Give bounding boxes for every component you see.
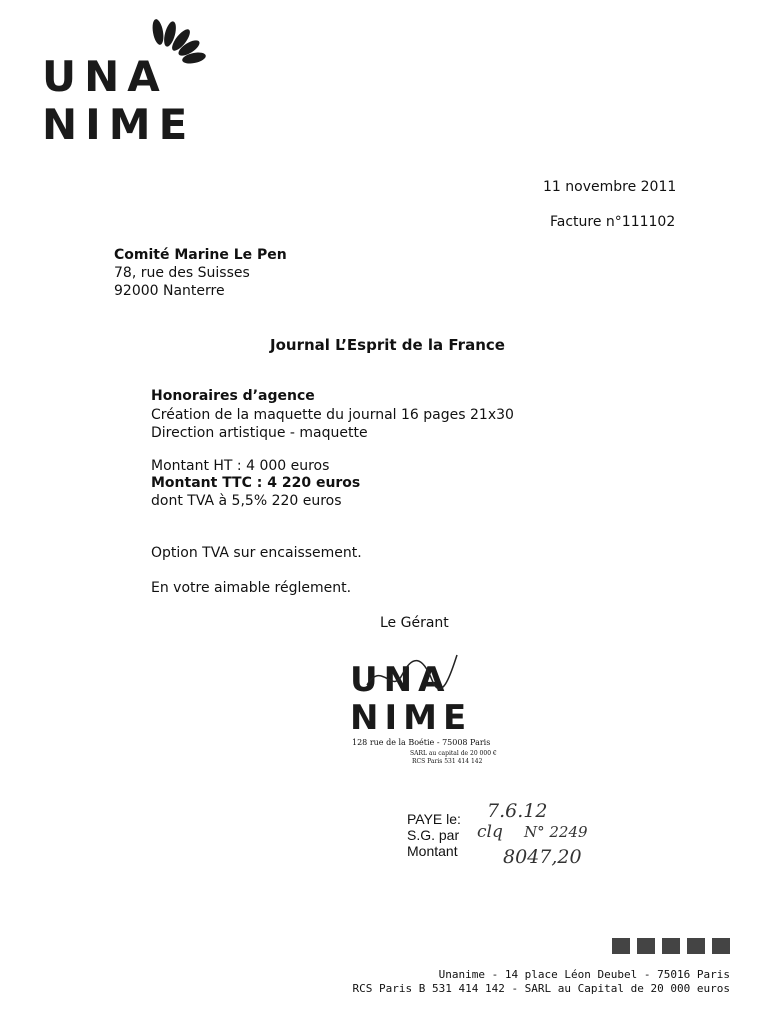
handwritten-amount: 8047,20: [503, 846, 582, 868]
amount-label: Montant: [407, 843, 458, 859]
paid-date-label: PAYE le:: [407, 811, 461, 827]
fees-line-1: Création de la maquette du journal 16 pages 21x30: [151, 407, 514, 423]
fees-heading: Honoraires d’agence: [151, 388, 315, 404]
invoice-number: Facture n°111102: [550, 214, 676, 230]
stamp-address: 128 rue de la Boétie - 75008 Paris: [352, 738, 491, 747]
logo-line-2: NIME: [42, 100, 196, 149]
handwritten-sg-initials: clq: [477, 822, 503, 842]
tva-option: Option TVA sur encaissement.: [151, 545, 362, 561]
invoice-date: 11 novembre 2011: [543, 179, 677, 195]
closing-line: En votre aimable réglement.: [151, 580, 352, 596]
handwritten-paid-date: 7.6.12: [487, 800, 548, 822]
invoice-subject: Journal L’Esprit de la France: [270, 336, 505, 354]
fees-line-2: Direction artistique - maquette: [151, 425, 368, 441]
amount-tva: dont TVA à 5,5% 220 euros: [151, 493, 342, 509]
footer-square: [637, 938, 655, 954]
recipient-name: Comité Marine Le Pen: [114, 247, 287, 263]
recipient-city: 92000 Nanterre: [114, 283, 225, 299]
sg-label: S.G. par: [407, 827, 460, 843]
handwritten-number: N° 2249: [524, 823, 588, 841]
logo-line-1: UNA: [42, 52, 168, 101]
signatory-title: Le Gérant: [380, 615, 449, 631]
amount-ht: Montant HT : 4 000 euros: [151, 458, 330, 474]
footer-square: [687, 938, 705, 954]
footer-legal: RCS Paris B 531 414 142 - SARL au Capital de 20 000 euros: [352, 982, 730, 995]
footer-square: [612, 938, 630, 954]
signature-scribble: [362, 650, 462, 700]
recipient-street: 78, rue des Suisses: [114, 265, 250, 281]
footer-square: [712, 938, 730, 954]
stamp-logo-line-1: UNA: [350, 660, 451, 700]
amount-ttc: Montant TTC : 4 220 euros: [151, 475, 361, 491]
stamp-logo-line-2: NIME: [350, 698, 473, 738]
footer-square: [662, 938, 680, 954]
footer-address: Unanime - 14 place Léon Deubel - 75016 Paris: [438, 968, 730, 981]
stamp-capital: SARL au capital de 20 000 €: [410, 750, 497, 757]
stamp-rcs: RCS Paris 531 414 142: [412, 758, 483, 765]
